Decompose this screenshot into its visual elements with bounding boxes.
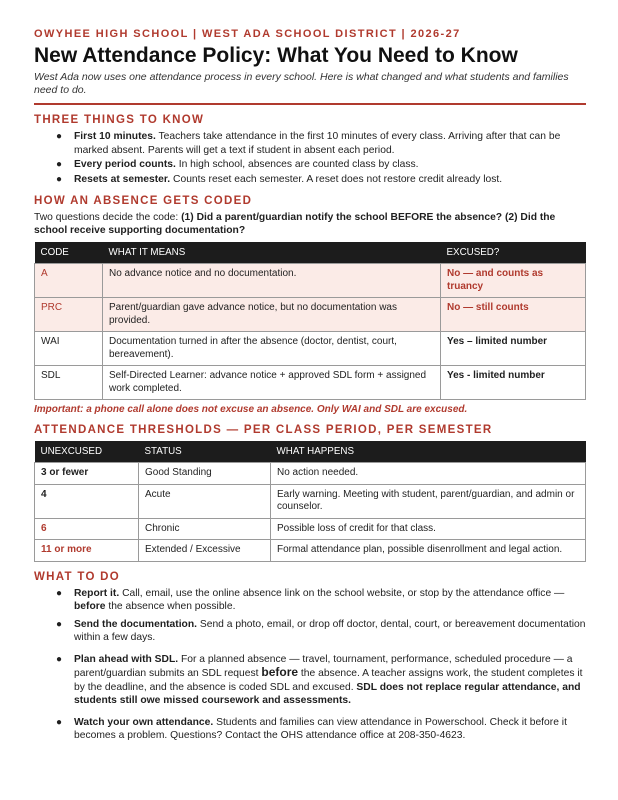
count-cell: 11 or more — [35, 540, 139, 562]
item-lead: Report it. — [74, 587, 120, 599]
meaning-cell: Self-Directed Learner: advance notice + approved SDL form + assigned work completed. — [103, 366, 441, 400]
happens-cell: Possible loss of credit for that class. — [271, 518, 586, 540]
bullet-icon: ● — [56, 159, 63, 170]
table-row — [35, 366, 586, 400]
important-note: Important: a phone call alone does not excuse an absence. Only WAI and SDL are excused. — [34, 404, 468, 415]
excused-cell: Yes - limited number — [441, 366, 586, 400]
item-emphasis: before — [261, 665, 299, 679]
column-header: EXCUSED? — [441, 242, 586, 264]
count-cell: 6 — [35, 518, 139, 540]
meaning-cell: No advance notice and no documentation. — [103, 264, 441, 298]
excused-cell: Yes – limited number — [441, 332, 586, 366]
list-item — [56, 130, 586, 157]
column-header: WHAT HAPPENS — [271, 441, 586, 463]
item-lead: Resets at semester. — [74, 173, 171, 185]
item-lead: Watch your own attendance. — [74, 716, 214, 728]
item-text: Students and families can view attendance in Powerschool. Check it before it becomes a problem. Questions? Contact the OHS attendance office at 208-350-4623. — [74, 716, 567, 741]
three-things-list — [34, 130, 586, 186]
code-cell: SDL — [35, 366, 103, 400]
list-item — [56, 173, 586, 187]
count-cell: 4 — [35, 484, 139, 518]
table-header-row — [35, 242, 586, 264]
section-heading-coding: HOW AN ABSENCE GETS CODED — [34, 195, 253, 207]
code-cell: A — [35, 264, 103, 298]
item-text: Send a photo, email, or drop off doctor, dental, court, or bereavement documentation within a few days. — [74, 618, 586, 643]
table-row — [35, 484, 586, 518]
list-item — [56, 716, 586, 743]
item-text: Counts reset each semester. A reset does not restore credit already lost. — [170, 173, 503, 185]
item-text: In high school, absences are counted class by class. — [175, 159, 419, 170]
table-row — [35, 332, 586, 366]
excused-cell: No — still counts — [441, 298, 586, 332]
intro-text: West Ada now uses one attendance process in every school. Here is what changed and what students and families need to do. — [34, 71, 569, 96]
list-item — [56, 653, 586, 708]
list-item — [56, 587, 586, 614]
item-lead: Send the documentation. — [74, 618, 197, 630]
table-row — [35, 463, 586, 485]
happens-cell: No action needed. — [271, 463, 586, 485]
status-cell: Chronic — [139, 518, 271, 540]
item-emphasis: SDL does not replace regular attendance, and students still owe missed coursework and assessments. — [74, 681, 581, 706]
bullet-icon: ● — [56, 173, 63, 185]
column-header: STATUS — [139, 441, 271, 463]
table-row — [35, 264, 586, 298]
status-cell: Good Standing — [139, 463, 271, 485]
column-header: WHAT IT MEANS — [103, 242, 441, 264]
thresholds-table — [34, 441, 586, 562]
page-title: New Attendance Policy: What You Need to Know — [34, 44, 518, 67]
count-cell: 3 or fewer — [35, 463, 139, 485]
item-text: the absence when possible. — [105, 601, 236, 612]
happens-cell: Early warning. Meeting with student, parent/guardian, and admin or counselor. — [271, 484, 586, 518]
intro-plain: Two questions decide the code: — [34, 212, 182, 223]
table-row — [35, 540, 586, 562]
excused-cell: No — and counts as truancy — [441, 264, 586, 298]
bullet-icon: ● — [56, 618, 63, 630]
column-header: UNEXCUSED — [35, 441, 139, 463]
table-header-row — [35, 441, 586, 463]
policy-document — [34, 28, 586, 747]
code-cell: WAI — [35, 332, 103, 366]
status-cell: Extended / Excessive — [139, 540, 271, 562]
status-cell: Acute — [139, 484, 271, 518]
bullet-icon: ● — [56, 587, 63, 599]
happens-cell: Formal attendance plan, possible disenrollment and legal action. — [271, 540, 586, 562]
code-cell: PRC — [35, 298, 103, 332]
item-lead: First 10 minutes. — [74, 131, 156, 142]
meaning-cell: Documentation turned in after the absence (doctor, dentist, court, bereavement). — [103, 332, 441, 366]
item-text: the absence. A teacher assigns work, the student completes it by the deadline, and the absence is coded SDL and excused. — [74, 668, 583, 693]
table-row — [35, 298, 586, 332]
section-heading-thresholds: ATTENDANCE THRESHOLDS — PER CLASS PERIOD, PER SEMESTER — [34, 424, 493, 436]
item-lead: Plan ahead with SDL. — [74, 653, 179, 665]
school-line: OWYHEE HIGH SCHOOL | WEST ADA SCHOOL DISTRICT | 2026-27 — [34, 28, 461, 40]
bullet-icon: ● — [56, 653, 63, 665]
item-emphasis: before — [74, 601, 106, 612]
section-heading-three-things: THREE THINGS TO KNOW — [34, 114, 205, 126]
item-text: For a planned absence — travel, tournament, performance, scheduled procedure — a parent/guardian submits an SDL request — [74, 653, 573, 679]
list-item — [56, 158, 586, 172]
section-heading-todo: WHAT TO DO — [34, 570, 121, 583]
bullet-icon: ● — [56, 131, 63, 142]
absence-code-table — [34, 242, 586, 400]
item-text: Teachers take attendance in the first 10 minutes of every class. Arriving after that can be marked absent. Parents will get a text if student in absent each period. — [74, 131, 561, 156]
meaning-cell: Parent/guardian gave advance notice, but no documentation was provided. — [103, 298, 441, 332]
item-text: Call, email, use the online absence link on the school website, or stop by the attendance office — — [119, 587, 565, 599]
column-header: CODE — [35, 242, 103, 264]
intro-questions: (1) Did a parent/guardian notify the school BEFORE the absence? (2) Did the school receive supporting documentation? — [34, 212, 556, 236]
list-item — [56, 618, 586, 645]
bullet-icon: ● — [56, 716, 63, 728]
todo-list — [34, 587, 586, 743]
header-divider — [34, 103, 586, 105]
coding-intro — [34, 211, 586, 237]
item-lead: Every period counts. — [74, 159, 176, 170]
table-row — [35, 518, 586, 540]
